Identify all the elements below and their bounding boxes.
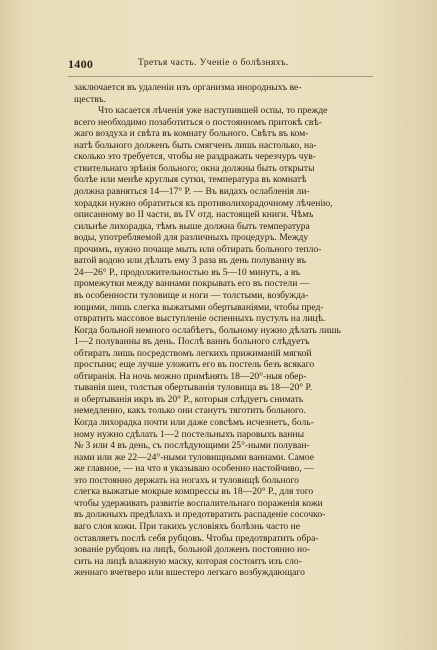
page-header: [68, 57, 373, 71]
text-line: прочимъ, нужно почаще мыть или обтирать больного тепло-: [74, 243, 322, 255]
text-line: хорадки нужно обратиться къ противолихорадочному лѣченію,: [74, 197, 333, 209]
page-number: 1400: [68, 57, 94, 71]
text-line: ющими, лишь слегка выжатыми обертываніями, чтобы пред-: [74, 301, 324, 313]
text-line: сильнѣе лихорадка, тѣмъ выше должна быть температура: [74, 220, 310, 232]
text-line: нами или же 22—24°-ными туловищными ваннами. Самое: [74, 451, 314, 463]
text-line: 24—26° Р., продолжительностью въ 5—10 минутъ, а въ: [74, 266, 301, 278]
text-line: описанному во II части, въ IV отд. настоящей книги. Чѣмъ: [74, 209, 314, 221]
text-line: Когда лихорадка почти или даже совсѣмъ исчезнетъ, боль-: [74, 417, 314, 428]
header-rule: [68, 76, 373, 77]
running-head: Третья часть. Ученіе о болѣзняхъ.: [138, 58, 289, 68]
text-line: промежутки между ваннами покрывать его въ постели —: [74, 278, 310, 290]
text-line: ному нужно сдѣлать 1—2 постельныхъ паровыхъ ванны: [74, 428, 305, 440]
text-line: тыванія шеи, толстыя обертыванія туловища въ 18—20° Р.: [74, 382, 313, 394]
text-line: женнаго вчетверо или вшестеро легкаго возбуждающаго: [74, 567, 305, 579]
text-line: ватой водою или дѣлать ему 3 раза въ день полуванну въ: [74, 255, 307, 267]
text-line: чтобы удерживать развитіе воспалительнаго пораженія кожи: [74, 497, 323, 509]
text-line: немедленно, какъ только они станутъ тяготить больного.: [74, 405, 306, 417]
text-line: должна равняться 14—17° Р. — Въ видахъ ослабленія ли-: [74, 185, 310, 197]
text-line: это постоянно держать на ногахъ и туловищѣ больного: [74, 474, 299, 486]
text-line: ществъ.: [74, 93, 106, 105]
text-line: простыни; еще лучше уложить его въ постель безъ всякаго: [74, 359, 315, 371]
text-line: обтирать лишь посредствомъ легкихъ прижиманій мягкой: [74, 347, 312, 359]
text-line: ствительнаго зрѣнія больного; окна должны быть открыты: [74, 162, 315, 174]
text-line: отвратить массовое выступленіе оспенныхъ пустулъ на лицѣ.: [74, 313, 326, 324]
text-line: Когда больной немного ослабѣетъ, больному нужно дѣлать лишь: [74, 324, 341, 336]
text-line: воды, употребляемой для различныхъ процедуръ. Между: [74, 232, 309, 244]
text-line: жаго воздуха и свѣта въ комнату больного. Свѣтъ въ ком-: [74, 128, 309, 140]
text-line: 1—2 полуванны въ день. Послѣ ваннъ больного слѣдуетъ: [74, 336, 310, 348]
text-line: и обертыванія икръ въ 20° Р., которыя слѣдуетъ снимать: [74, 393, 304, 405]
text-line: всего необходимо позаботиться о постоянномъ притокѣ свѣ-: [74, 116, 322, 128]
text-line: заключается въ удаленіи изъ организма инородныхъ ве-: [74, 82, 302, 93]
text-line: натѣ больного долженъ быть смягченъ лишь настолько, на-: [74, 139, 317, 151]
text-line: сколько это требуется, чтобы не раздражать черезчуръ чув-: [74, 151, 316, 163]
text-line: въ особенности туловище и ноги — толстыми, возбужда-: [74, 289, 309, 301]
text-line: болѣе или менѣе круглыя сутки, температура въ комнатѣ: [74, 174, 307, 186]
text-line: обтиранія. На ночь можно примѣнять 18—20°-ныя обер-: [74, 370, 307, 382]
text-line: зованіе рубцовъ на лицѣ, больной долженъ постоянно но-: [74, 544, 311, 555]
text-line: сить на лицѣ влажную маску, которая состоитъ изъ сло-: [74, 555, 302, 567]
text-line: оставляетъ послѣ себя рубцовъ. Чтобы предотвратить обра-: [74, 532, 319, 544]
text-line: ваго слоя кожи. При такихъ условіяхъ болѣзнь часто не: [74, 520, 301, 532]
text-line: же главное, — на что я указываю особенно настойчиво, —: [74, 463, 314, 475]
text-line: Что касается лѣченія уже наступившей оспы, то прежде: [98, 105, 328, 117]
text-line: въ должныхъ предѣлахъ и предотвратить распаденіе сосочко-: [74, 509, 326, 521]
text-line: слегка выжатые мокрые компрессы въ 18—20° Р., для того: [74, 486, 314, 498]
text-line: № 3 или 4 въ день, съ послѣдующими 25°-ными полуван-: [74, 440, 310, 452]
